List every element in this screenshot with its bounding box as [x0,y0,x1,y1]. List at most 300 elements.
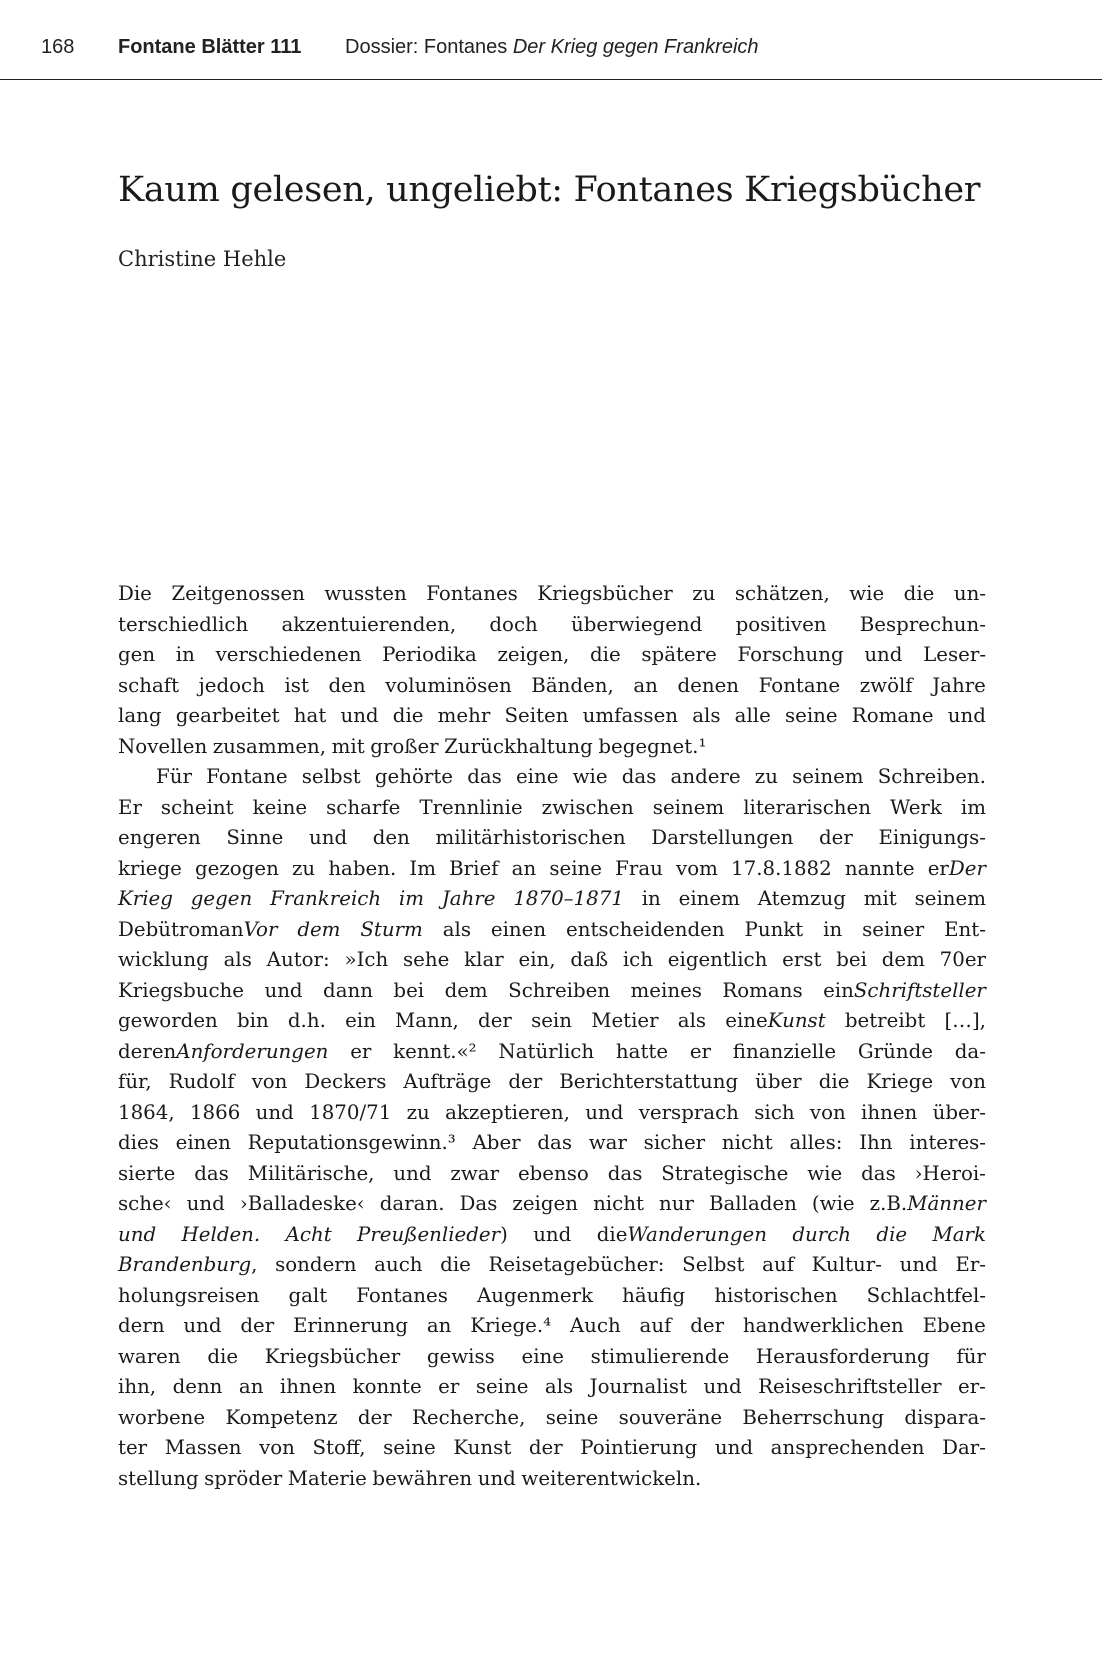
body-line [118,701,986,732]
body-word: Bänden, [531,673,614,697]
journal-title: Fontane Blätter 111 [118,36,302,58]
body-word: Frankreich [270,887,382,910]
body-word: von [809,1100,846,1124]
body-word: akzentuierenden, [281,612,457,636]
body-word: einSchriftsteller [823,978,986,1002]
body-word: Ent- [944,917,986,941]
body-word: im [960,795,986,819]
body-word: konnte [352,1375,422,1398]
body-word: historischen [714,1283,838,1307]
body-word: Krieg [118,887,173,910]
body-word: scheint [160,795,234,819]
body-word: ter [118,1436,148,1459]
body-word: Sinne [226,826,284,849]
body-word: ›Balladeske‹ [239,1192,365,1215]
body-word: dann [323,978,373,1002]
body-word: Natürlich [498,1039,595,1063]
body-word: großer [370,734,439,758]
body-word: gegen [190,887,253,910]
body-word: Journalist [589,1375,687,1398]
body-word: souveräne [618,1405,723,1429]
body-word: spröder [204,1466,283,1490]
body-word: ›Heroi- [914,1161,986,1185]
body-word: spätere [641,643,717,666]
body-word: finanzielle [732,1039,837,1063]
body-word: Fontanes [356,1283,448,1307]
body-word: und [118,1222,157,1246]
article-author: Christine Hehle [118,247,287,271]
body-word: einen [490,917,547,941]
body-word: ihnen [861,1100,918,1124]
body-word: das [607,1161,643,1185]
body-word: dem [444,978,488,1002]
body-word: und [264,978,303,1002]
body-word: das [621,765,657,788]
body-word: ebenso [517,1161,589,1185]
body-word: sein [531,1009,572,1032]
body-word: Brief [449,856,499,880]
body-line [118,1159,986,1190]
body-word: nannte [844,856,915,880]
body-word: mit [331,734,365,758]
body-word: zwar [450,1161,500,1185]
body-word: sondern [275,1253,357,1276]
body-word: über [755,1070,802,1093]
body-line [118,1128,986,1159]
body-word: handwerklichen [742,1314,904,1337]
body-word: Deckers [304,1070,387,1093]
body-word: Jahre [932,673,986,697]
body-word: gewiss [426,1344,495,1368]
body-word: da- [954,1039,986,1063]
body-word: dem [881,948,925,971]
body-word: seine [784,704,838,727]
body-word: ansprechenden [770,1436,925,1459]
body-word: Zeitgenossen [171,582,305,605]
body-word: schätzen, [734,582,830,605]
body-word: daß [570,948,609,971]
body-word: Leser- [923,643,986,666]
body-word: erDer [927,856,986,880]
body-word: dispara- [904,1405,986,1429]
body-word: und [308,826,348,849]
body-word: Gründe [857,1039,933,1063]
body-word: im [398,887,425,910]
body-word: alle [734,704,771,727]
body-word: seiner [862,917,925,941]
body-word: engeren [118,826,201,849]
body-word: voluminösen [385,673,512,697]
body-word: wicklung [118,948,209,971]
body-line [118,610,986,641]
body-word: Einigungs- [878,826,986,849]
body-word: Punkt [744,917,804,941]
body-word: entscheidenden [566,917,725,941]
body-word: als [544,1375,574,1398]
body-word: sicher [643,1131,706,1154]
body-word: Kriegsbücher [264,1344,401,1368]
body-word: Mark [932,1222,986,1246]
body-word: Atemzug [757,887,846,910]
body-word: selbst [301,765,361,788]
body-word: positiven [735,612,827,636]
body-line [118,884,986,915]
article-title: Kaum gelesen, ungeliebt: Fontanes Kriegsbücher [118,170,981,210]
body-word: und [393,1161,432,1185]
body-word: Er [118,795,142,819]
dossier-label [345,36,759,59]
body-word: verschiedenen [215,643,362,666]
body-word: seine [383,1436,436,1459]
body-line [118,823,986,854]
body-word: an [511,856,537,880]
body-word: 70er [939,948,986,971]
body-word: Brandenburg, [118,1253,258,1276]
body-word: denn [172,1375,223,1398]
body-word: Herausforderung [755,1344,930,1368]
body-word: Romans [722,978,803,1002]
body-word: doch [489,612,538,636]
body-word: Helden. [181,1222,261,1246]
body-word: als [692,704,721,727]
body-word: auf [639,1314,672,1337]
body-word: bei [836,948,867,971]
body-word: Romane [851,704,934,727]
body-word: er- [958,1375,986,1398]
body-word: daran. [379,1192,445,1215]
body-word: 17.8.1882 [731,856,832,880]
body-word: Balladen [708,1192,797,1215]
body-word: und [183,1314,222,1337]
body-word: stimulierende [590,1344,730,1368]
body-word: und [585,1100,624,1124]
body-word: Schlachtfel- [866,1283,986,1307]
body-word: für [956,1344,986,1368]
body-word: eigentlich [667,948,768,971]
body-word: Strategische [661,1161,789,1185]
body-word: Fontanes [426,582,518,605]
body-line [118,762,986,793]
body-word: wie [849,582,885,605]
body-word: nur [658,1192,694,1215]
body-word: Reisetagebücher: [488,1253,665,1276]
body-word: über- [932,1100,986,1124]
body-word: in [823,917,843,941]
body-word: haben. [328,856,397,880]
body-word: Aber [472,1131,521,1154]
body-word: ihn, [118,1375,157,1398]
body-word: bei [393,978,425,1002]
body-word: Kunst [453,1436,512,1459]
body-word: bin [236,1009,269,1032]
body-word: ist [284,673,309,697]
body-word: kennt.«² [393,1039,477,1063]
body-word: Selbst [682,1253,745,1276]
body-line [118,945,986,976]
body-word: auf [762,1253,795,1276]
body-word: und [714,1436,754,1459]
body-word: Für [156,765,192,788]
body-word: holungsreisen [118,1283,260,1307]
dossier-prefix: Dossier: Fontanes [345,36,513,58]
body-word: hatte [615,1039,669,1063]
body-word: die [440,1253,471,1276]
body-word: Reiseschriftsteller [758,1375,942,1398]
body-line [118,1311,986,1342]
body-word: der [528,1436,563,1459]
body-word: lang [118,704,162,727]
body-word: dern [118,1314,165,1337]
body-word: Kriege.⁴ [470,1314,552,1337]
body-word: waren [118,1344,181,1368]
body-word: er [689,1039,711,1063]
body-word: keine [252,795,308,819]
body-word: terschiedlich [118,612,249,636]
body-word: zeigen [512,1192,578,1215]
body-word: Fontane [758,673,841,697]
body-word: der [240,1314,275,1337]
body-word: die [876,1222,908,1246]
body-word: das [467,765,502,788]
body-word: Werk [889,795,942,819]
body-word: überwiegend [571,612,703,636]
body-word: ihnen [279,1375,337,1398]
body-word: 1864, [118,1100,175,1124]
body-word: galt [288,1283,328,1307]
body-word: 1866 [189,1100,241,1124]
body-word: Augenmerk [476,1283,594,1307]
body-word: Auch [569,1314,621,1337]
body-line [118,1037,986,1068]
body-word: vom [676,856,718,880]
body-word: der [819,826,853,849]
body-word: stellung [118,1466,199,1490]
body-word: und [255,1100,294,1124]
body-word: dieWanderungen [596,1222,767,1246]
body-word: Forschung [737,643,844,666]
body-word: Metier [591,1009,659,1032]
body-word: nicht [593,1192,644,1215]
body-word: »Ich [344,948,389,971]
body-word: jedoch [198,673,265,697]
body-word: Ebene [922,1314,986,1337]
body-word: 1870/71 [309,1100,392,1124]
body-word: sierte [118,1161,176,1185]
body-word: andere [670,765,741,788]
body-word: 1870–1871 [513,887,624,910]
body-word: und [899,1253,938,1276]
body-word: hat [293,704,327,727]
body-word: Fontane [206,765,288,788]
body-line [118,915,986,946]
body-word: militärhistorischen [435,826,626,849]
body-word: zwölf [859,673,913,697]
body-word: Er- [955,1253,986,1276]
body-word: Frau [615,856,663,880]
body-word: dem [297,917,341,941]
body-line [118,976,986,1007]
body-word: durch [792,1222,852,1246]
dossier-work-title: Der Krieg gegen Frankreich [512,36,759,58]
body-word: seine [475,1375,529,1398]
body-word: die [392,704,424,727]
body-line [118,671,986,702]
body-line [118,640,986,671]
body-word: Autor: [266,948,330,971]
body-word: er [438,1375,460,1398]
body-word: denen [677,673,740,697]
body-word: zusammen, [212,734,327,758]
body-word: Militärische, [247,1161,375,1185]
body-word: häufig [622,1283,686,1307]
body-word: meines [630,978,702,1002]
body-word: das [194,1161,229,1185]
body-word: wussten [324,582,407,605]
body-word: Materie [287,1466,367,1490]
body-word: Kompetenz [225,1405,338,1429]
body-line [118,1250,986,1281]
body-word: und [703,1375,742,1398]
body-word: scharfe [326,795,401,819]
body-word: gezogen [195,856,279,880]
body-word: bewähren [372,1466,473,1490]
body-word: gearbeitet [175,704,280,727]
body-word: Kriegsbuche [118,978,245,1002]
body-word: mit [863,887,897,910]
body-word: Recherche, [412,1405,526,1429]
page-number: 168 [41,36,75,58]
body-word: Kriegsbücher [537,582,673,605]
body-word: literarischen [743,795,871,819]
body-line [118,1433,986,1464]
body-word: Beherrschung [742,1405,885,1429]
running-header [0,0,1102,80]
body-word: dies [118,1131,159,1154]
body-word: DebütromanVor [118,917,278,941]
body-word: schaft [118,673,180,697]
body-word: Aufträge [403,1070,492,1093]
body-word: der [690,1314,725,1337]
body-word: an [426,1314,452,1337]
body-word: worbene [118,1405,206,1429]
body-word: interes- [909,1131,986,1154]
body-line [118,1220,986,1251]
body-word: Acht [285,1222,332,1246]
body-line [118,1281,986,1312]
body-word: auch [374,1253,423,1276]
body-line [118,1067,986,1098]
body-word: eine [521,1344,564,1368]
body-word: einem [678,887,740,910]
body-word: Sturm [360,917,423,941]
body-word: das [537,1131,572,1154]
body-word: Darstellungen [651,826,794,849]
body-word: zu [754,765,778,788]
body-word: weiterentwickeln. [521,1466,702,1490]
body-word: als [677,1009,707,1032]
body-word: Trennlinie [419,795,523,819]
body-word: Preußenlieder) [357,1222,508,1246]
body-word: die [818,1070,850,1093]
body-word: geworden [118,1009,218,1032]
body-line [118,732,986,763]
body-word: seinem [792,765,864,788]
article-body [118,579,986,1494]
body-word: er [350,1039,372,1063]
body-word: Berichterstattung [559,1070,739,1093]
body-word: un- [953,582,986,605]
body-word: Besprechun- [859,612,986,636]
body-word: kriege [118,856,182,880]
body-word: Periodika [382,643,477,666]
body-word: Zurückhaltung [444,734,593,758]
body-word: Erinnerung [293,1314,409,1337]
body-word: Reputationsgewinn.³ [247,1131,456,1154]
body-word: in [175,643,195,666]
body-word: seine [545,1405,599,1429]
body-word: in [641,887,661,910]
body-word: Pointierung [580,1436,698,1459]
body-word: und [533,1222,572,1246]
body-word: der [478,1009,512,1032]
body-word: Mann, [395,1009,459,1032]
body-word: wie [572,765,608,788]
body-word: von [251,1070,288,1093]
body-word: sche‹ [118,1192,172,1215]
body-word: eine [515,765,559,788]
body-word: Schreiben [508,978,611,1002]
body-word: die [589,643,621,666]
body-word: der [357,1405,392,1429]
body-word: war [588,1131,627,1154]
body-word: Jahre [441,887,496,910]
body-word: Dar- [942,1436,986,1459]
body-word: Das [459,1192,498,1215]
body-line [118,1403,986,1434]
body-word: d.h. [287,1009,326,1032]
body-word: einen [175,1131,231,1154]
body-word: die [903,582,935,605]
body-word: Kriege [866,1070,934,1093]
body-word: Im [409,856,436,880]
body-word: und [477,1466,516,1490]
body-word: nicht [721,1131,773,1154]
body-word: zeigen, [497,643,570,666]
body-word: Ihn [859,1131,893,1154]
body-word: (wie [811,1192,855,1215]
body-word: den [328,673,366,697]
body-line [118,1098,986,1129]
body-word: Novellen [118,734,208,758]
body-word: von [259,1436,295,1459]
body-word: Seiten [504,704,569,727]
body-line [118,1342,986,1373]
body-word: für, [118,1070,152,1093]
body-word: und [947,704,986,727]
body-word: und [186,1192,225,1215]
body-word: sich [754,1100,795,1124]
body-word: gen [118,643,156,666]
body-line [118,1189,986,1220]
body-word: eineKunst [725,1009,826,1032]
body-word: Kultur- [811,1253,882,1276]
body-line [118,793,986,824]
body-word: betreibt [844,1009,926,1032]
body-word: seinem [914,887,986,910]
body-line [118,579,986,610]
body-word: begegnet.¹ [598,734,707,758]
body-word: umfassen [582,704,679,727]
